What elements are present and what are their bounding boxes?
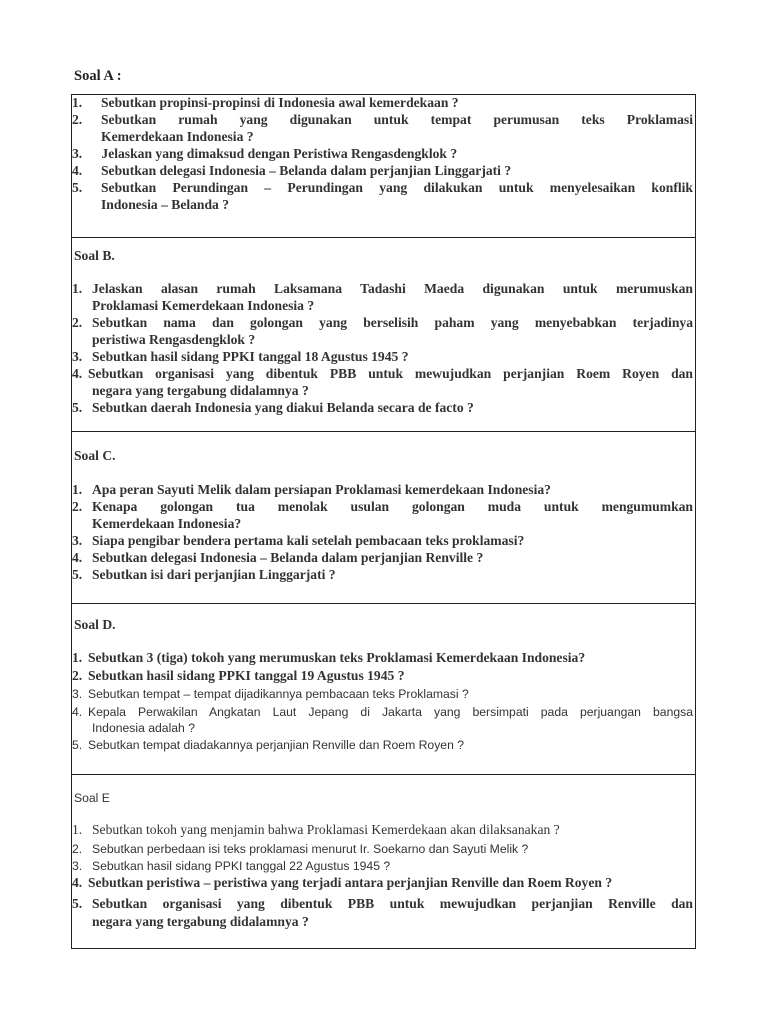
question-text: Sebutkan tokoh yang menjamin bahwa Proklamasi Kemerdekaan akan dilaksanakan ?	[92, 822, 560, 837]
question-text: Jelaskan alasan rumah Laksamana Tadashi Maeda digunakan untuk merumuskan	[92, 281, 693, 296]
section-d	[72, 603, 695, 774]
question-number: 3.	[72, 687, 83, 701]
question-number: 2.	[72, 499, 83, 514]
question-text: Sebutkan delegasi Indonesia – Belanda dalam perjanjian Renville ?	[92, 550, 484, 565]
question-text: Sebutkan peristiwa – peristiwa yang terjadi antara perjanjian Renville dan Roem Royen ?	[88, 875, 613, 890]
question-text: Jelaskan yang dimaksud dengan Peristiwa Rengasdengklok ?	[98, 146, 458, 161]
question-text: Sebutkan tempat – tempat dijadikannya pembacaan teks Proklamasi ?	[88, 687, 469, 701]
question-text: Sebutkan tempat diadakannya perjanjian Renville dan Roem Royen ?	[88, 738, 465, 752]
section-heading: Soal D.	[74, 617, 116, 632]
question-text: Kepala Perwakilan Angkatan Laut Jepang di Jakarta yang bersimpati pada perjuangan bangsa	[88, 705, 693, 719]
question-text: Kemerdekaan Indonesia?	[92, 516, 242, 531]
question-table	[71, 94, 696, 949]
question-text: Sebutkan hasil sidang PPKI tanggal 19 Agustus 1945 ?	[88, 668, 405, 683]
question-text: negara yang tergabung didalamnya ?	[92, 914, 309, 929]
question-text: Sebutkan daerah Indonesia yang diakui Belanda secara de facto ?	[92, 400, 474, 415]
page-title: Soal A :	[74, 68, 122, 84]
question-text: Sebutkan delegasi Indonesia – Belanda dalam perjanjian Linggarjati ?	[101, 163, 512, 178]
question-text: Sebutkan isi dari perjanjian Linggarjati ?	[92, 567, 336, 582]
question-number: 1.	[72, 95, 83, 110]
question-number: 2.	[72, 315, 83, 330]
question-text: Proklamasi Kemerdekaan Indonesia ?	[92, 298, 315, 313]
question-text: Sebutkan organisasi yang dibentuk PBB untuk mewujudkan perjanjian Roem Royen dan	[88, 366, 693, 381]
question-number: 5.	[72, 567, 83, 582]
section-heading: Soal B.	[74, 248, 115, 263]
question-number: 1.	[72, 281, 83, 296]
question-text: Sebutkan perbedaan isi teks proklamasi menurut Ir. Soekarno dan Sayuti Melik ?	[92, 842, 529, 856]
question-number: 5.	[72, 896, 83, 911]
question-number: 2.	[72, 668, 83, 683]
question-text: Sebutkan rumah yang digunakan untuk tempat perumusan teks Proklamasi	[101, 112, 693, 127]
section-b	[72, 237, 695, 431]
question-number: 3.	[72, 349, 83, 364]
question-number: 4.	[72, 550, 83, 565]
question-text: Siapa pengibar bendera pertama kali setelah pembacaan teks proklamasi?	[92, 533, 525, 548]
question-text: negara yang tergabung didalamnya ?	[92, 383, 309, 398]
question-text: Kemerdekaan Indonesia ?	[101, 129, 254, 144]
question-number: 4.	[72, 366, 83, 381]
section-a	[72, 95, 695, 237]
question-number: 4.	[72, 163, 83, 178]
question-text: Indonesia adalah ?	[92, 721, 196, 735]
question-text: peristiwa Rengasdengklok ?	[92, 332, 256, 347]
question-text: Sebutkan hasil sidang PPKI tanggal 22 Agustus 1945 ?	[92, 859, 391, 873]
section-e	[72, 774, 695, 950]
question-number: 3.	[72, 533, 83, 548]
question-number: 4.	[72, 705, 83, 719]
question-text: Apa peran Sayuti Melik dalam persiapan Proklamasi kemerdekaan Indonesia?	[92, 482, 551, 497]
question-number: 3.	[72, 859, 83, 873]
question-text: Sebutkan nama dan golongan yang berselisih paham yang menyebabkan terjadinya	[92, 315, 693, 330]
question-text: Indonesia – Belanda ?	[101, 197, 230, 212]
question-number: 1.	[72, 482, 83, 497]
question-text: Sebutkan organisasi yang dibentuk PBB untuk mewujudkan perjanjian Renville dan	[92, 896, 693, 911]
question-text: Sebutkan hasil sidang PPKI tanggal 18 Agustus 1945 ?	[92, 349, 409, 364]
question-number: 1.	[72, 822, 83, 837]
question-number: 4.	[72, 875, 83, 890]
question-number: 2.	[72, 112, 83, 127]
question-text: Sebutkan 3 (tiga) tokoh yang merumuskan teks Proklamasi Kemerdekaan Indonesia?	[88, 650, 586, 665]
question-text: Sebutkan propinsi-propinsi di Indonesia awal kemerdekaan ?	[101, 95, 459, 110]
question-number: 1.	[72, 650, 83, 665]
section-heading: Soal C.	[74, 448, 116, 463]
question-number: 5.	[72, 738, 83, 752]
question-number: 2.	[72, 842, 83, 856]
question-number: 5.	[72, 180, 83, 195]
question-number: 5.	[72, 400, 83, 415]
question-number: 3.	[72, 146, 83, 161]
section-heading: Soal E	[74, 791, 110, 805]
question-text: Kenapa golongan tua menolak usulan golongan muda untuk mengumumkan	[92, 499, 693, 514]
section-c	[72, 431, 695, 603]
question-text: Sebutkan Perundingan – Perundingan yang dilakukan untuk menyelesaikan konflik	[101, 180, 693, 195]
